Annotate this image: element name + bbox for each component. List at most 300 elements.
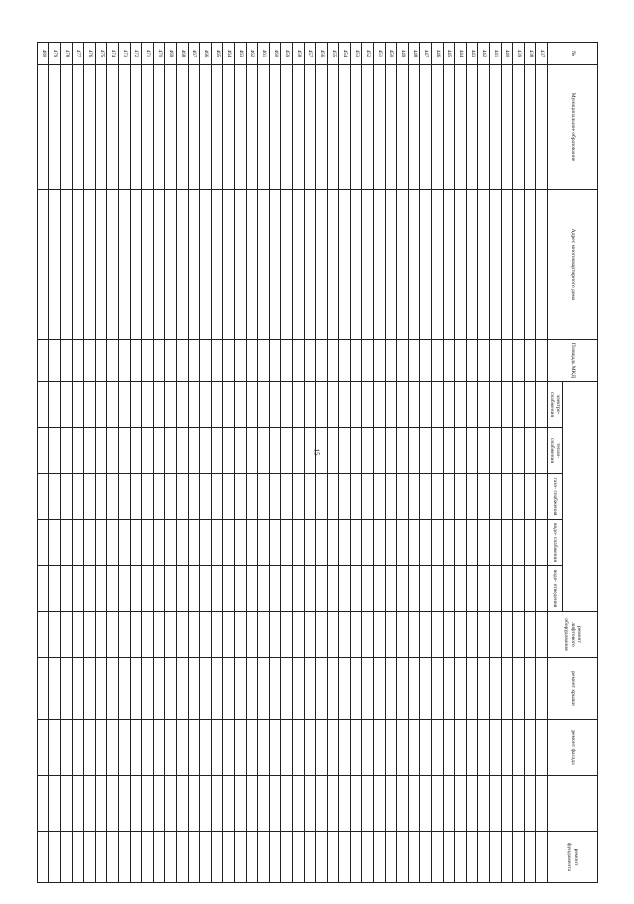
header-utilities-group [563,382,598,612]
table-cell [211,190,223,340]
table-cell [478,382,490,428]
row-number: 454 [339,43,351,65]
table-cell [72,65,84,190]
table-cell [316,658,328,720]
row-number: 470 [153,43,165,65]
table-cell [246,65,258,190]
table-cell [142,428,154,474]
row-number: 463 [234,43,246,65]
table-cell [408,832,420,883]
header-municipality: Муниципальное образование [548,65,598,190]
table-cell [61,382,73,428]
table-cell [107,520,119,566]
table-cell [420,720,432,776]
table-row [49,43,61,883]
table-cell [258,776,270,832]
table-cell [61,612,73,658]
row-number: 464 [223,43,235,65]
row-number: 453 [350,43,362,65]
table-row [536,43,548,883]
table-cell [455,190,467,340]
table-cell [478,190,490,340]
table-cell [188,428,200,474]
table-cell [443,832,455,883]
table-cell [316,612,328,658]
table-cell [478,612,490,658]
table-cell [223,612,235,658]
table-cell [316,190,328,340]
table-cell [385,190,397,340]
table-cell [466,776,478,832]
table-cell [200,65,212,190]
table-cell [258,566,270,612]
table-cell [385,65,397,190]
row-number: 446 [432,43,444,65]
table-cell [432,658,444,720]
table-cell [165,612,177,658]
table-cell [188,340,200,382]
table-cell [223,474,235,520]
table-cell [397,65,409,190]
table-cell [443,474,455,520]
table-cell [501,65,513,190]
row-number: 444 [455,43,467,65]
table-cell [269,832,281,883]
table-cell [513,190,525,340]
table-cell [177,720,189,776]
table-row [316,43,328,883]
table-cell [466,428,478,474]
table-cell [153,776,165,832]
table-cell [95,612,107,658]
table-cell [281,776,293,832]
table-cell [327,190,339,340]
table-cell [339,720,351,776]
table-cell [234,428,246,474]
row-number: 439 [513,43,525,65]
table-cell [478,340,490,382]
table-cell [490,428,502,474]
table-cell [432,382,444,428]
table-cell [327,612,339,658]
table-cell [501,428,513,474]
table-cell [95,520,107,566]
table-cell [408,658,420,720]
table-cell [130,474,142,520]
table-cell [292,520,304,566]
table-cell [119,832,131,883]
row-number: 459 [281,43,293,65]
table-cell [466,612,478,658]
table-cell [95,190,107,340]
table-cell [61,566,73,612]
table-cell [246,428,258,474]
table-cell [478,720,490,776]
table-cell [466,190,478,340]
table-cell [501,776,513,832]
table-cell [95,65,107,190]
table-cell [374,428,386,474]
table-cell [524,832,536,883]
table-cell [258,658,270,720]
row-number: 450 [385,43,397,65]
table-cell [374,832,386,883]
header-electricity: электро- снабжения [548,382,563,428]
table-cell [339,382,351,428]
table-cell [397,340,409,382]
table-cell [142,832,154,883]
page-number: 15 [312,448,321,456]
table-cell [292,612,304,658]
table-cell [327,382,339,428]
table-row [165,43,177,883]
row-number: 457 [304,43,316,65]
table-cell [177,566,189,612]
table-cell [223,340,235,382]
table-cell [258,612,270,658]
table-cell [397,720,409,776]
table-cell [304,776,316,832]
table-cell [211,65,223,190]
table-cell [362,612,374,658]
table-cell [524,382,536,428]
table-cell [304,474,316,520]
table-cell [385,612,397,658]
table-cell [316,382,328,428]
table-cell [246,474,258,520]
table-cell [536,474,548,520]
table-cell [107,65,119,190]
table-cell [339,658,351,720]
table-cell [339,566,351,612]
table-cell [490,658,502,720]
table-row [153,43,165,883]
table-cell [107,720,119,776]
table-cell [142,65,154,190]
table-cell [281,720,293,776]
header-address: Адрес многоквартирного дома [548,190,598,340]
table-cell [165,832,177,883]
table-cell [119,520,131,566]
table-cell [258,340,270,382]
table-cell [385,776,397,832]
table-cell [165,658,177,720]
table-cell [432,832,444,883]
row-number: 445 [443,43,455,65]
table-cell [130,566,142,612]
table-cell [524,566,536,612]
table-cell [234,566,246,612]
table-cell [443,566,455,612]
table-cell [292,190,304,340]
table-cell [350,566,362,612]
table-cell [281,520,293,566]
table-cell [72,520,84,566]
table-cell [316,566,328,612]
table-cell [490,190,502,340]
table-cell [327,566,339,612]
table-cell [188,190,200,340]
table-row [432,43,444,883]
table-cell [339,832,351,883]
table-cell [61,658,73,720]
table-cell [350,474,362,520]
table-cell [211,776,223,832]
table-cell [490,720,502,776]
table-cell [269,776,281,832]
table-cell [362,190,374,340]
table-cell [72,340,84,382]
table-cell [374,720,386,776]
table-cell [501,520,513,566]
table-cell [408,190,420,340]
table-cell [524,428,536,474]
table-cell [455,520,467,566]
table-row [397,43,409,883]
table-cell [107,340,119,382]
table-cell [316,720,328,776]
table-cell [374,474,386,520]
table-cell [374,520,386,566]
table-cell [524,720,536,776]
table-cell [478,832,490,883]
table-cell [536,520,548,566]
table-cell [37,340,49,382]
table-cell [397,612,409,658]
table-cell [443,190,455,340]
table-cell [478,428,490,474]
table-cell [269,190,281,340]
row-number: 447 [420,43,432,65]
table-cell [153,340,165,382]
table-cell [223,720,235,776]
table-cell [95,474,107,520]
row-number: 437 [536,43,548,65]
table-cell [524,520,536,566]
table-cell [304,65,316,190]
header-foundation: ремонт фундамента [548,832,598,883]
table-cell [466,566,478,612]
table-cell [443,382,455,428]
table-cell [362,474,374,520]
table-cell [420,612,432,658]
table-cell [292,658,304,720]
table-cell [72,720,84,776]
table-cell [49,382,61,428]
table-cell [281,658,293,720]
table-cell [466,65,478,190]
table-cell [397,566,409,612]
table-cell [177,190,189,340]
table-cell [61,65,73,190]
row-number: 451 [374,43,386,65]
table-cell [466,520,478,566]
table-cell [119,474,131,520]
table-cell [362,520,374,566]
table-cell [234,832,246,883]
table-cell [72,382,84,428]
row-number: 452 [362,43,374,65]
header-sewage: водо- отведения [548,566,563,612]
table-cell [84,382,96,428]
table-cell [95,776,107,832]
table-cell [362,658,374,720]
table-row [95,43,107,883]
table-cell [153,474,165,520]
table-cell [246,612,258,658]
table-cell [374,776,386,832]
table-cell [304,382,316,428]
table-cell [339,474,351,520]
table-row [501,43,513,883]
table-cell [408,612,420,658]
table-cell [420,520,432,566]
table-cell [49,65,61,190]
table-cell [455,474,467,520]
table-cell [385,382,397,428]
table-cell [223,520,235,566]
table-cell [246,720,258,776]
table-cell [223,65,235,190]
table-cell [385,474,397,520]
row-number: 460 [269,43,281,65]
table-cell [420,65,432,190]
table-cell [49,340,61,382]
table-cell [304,428,316,474]
table-cell [455,720,467,776]
table-cell [49,776,61,832]
table-cell [524,776,536,832]
table-cell [490,776,502,832]
table-cell [200,612,212,658]
table-cell [142,720,154,776]
table-cell [281,832,293,883]
table-cell [478,474,490,520]
table-cell [316,65,328,190]
table-cell [455,612,467,658]
table-cell [350,428,362,474]
table-cell [536,340,548,382]
table-cell [478,520,490,566]
table-cell [246,190,258,340]
table-cell [61,190,73,340]
table-cell [119,566,131,612]
table-cell [223,428,235,474]
table-cell [292,428,304,474]
table-cell [478,658,490,720]
table-cell [165,428,177,474]
table-cell [107,474,119,520]
table-cell [536,720,548,776]
table-cell [177,340,189,382]
table-cell [84,776,96,832]
table-row [61,43,73,883]
table-row [420,43,432,883]
row-number: 455 [327,43,339,65]
row-number: 461 [258,43,270,65]
row-number: 440 [501,43,513,65]
header-gas: газо- снабжения [548,474,563,520]
table-cell [501,832,513,883]
table-cell [234,612,246,658]
table-cell [455,340,467,382]
table-cell [524,658,536,720]
table-cell [119,190,131,340]
table-cell [188,474,200,520]
table-cell [397,832,409,883]
table-cell [84,474,96,520]
row-number: 479 [49,43,61,65]
row-number: 467 [188,43,200,65]
table-cell [327,658,339,720]
table-cell [432,520,444,566]
table-cell [490,832,502,883]
table-cell [84,720,96,776]
table-cell [350,776,362,832]
table-body [37,43,547,883]
table-cell [362,776,374,832]
table-cell [466,720,478,776]
table-cell [37,382,49,428]
table-cell [107,776,119,832]
table-cell [501,382,513,428]
table-cell [177,612,189,658]
table-row [200,43,212,883]
table-cell [153,382,165,428]
table-cell [72,190,84,340]
table-cell [281,340,293,382]
table-cell [350,658,362,720]
table-cell [443,340,455,382]
header-roof: ремонт крыши [548,658,598,720]
table-cell [188,566,200,612]
table-cell [339,65,351,190]
table-cell [466,658,478,720]
row-number: 443 [466,43,478,65]
table-cell [84,65,96,190]
table-cell [339,340,351,382]
table-cell [385,566,397,612]
table-cell [61,428,73,474]
table-cell [72,566,84,612]
row-number: 475 [95,43,107,65]
table-cell [513,658,525,720]
table-cell [466,832,478,883]
table-cell [246,566,258,612]
table-row [478,43,490,883]
table-cell [490,382,502,428]
table-cell [327,832,339,883]
table-cell [72,428,84,474]
table-cell [165,474,177,520]
table-cell [490,340,502,382]
table-cell [37,428,49,474]
table-cell [188,776,200,832]
table-cell [269,382,281,428]
table-cell [466,382,478,428]
header-water: водо- снабжения [548,520,563,566]
table-cell [316,428,328,474]
table-cell [327,474,339,520]
table-cell [211,720,223,776]
table-row [177,43,189,883]
table-cell [455,428,467,474]
table-cell [188,520,200,566]
row-number: 438 [524,43,536,65]
table-cell [119,428,131,474]
table-cell [84,832,96,883]
table-cell [397,428,409,474]
